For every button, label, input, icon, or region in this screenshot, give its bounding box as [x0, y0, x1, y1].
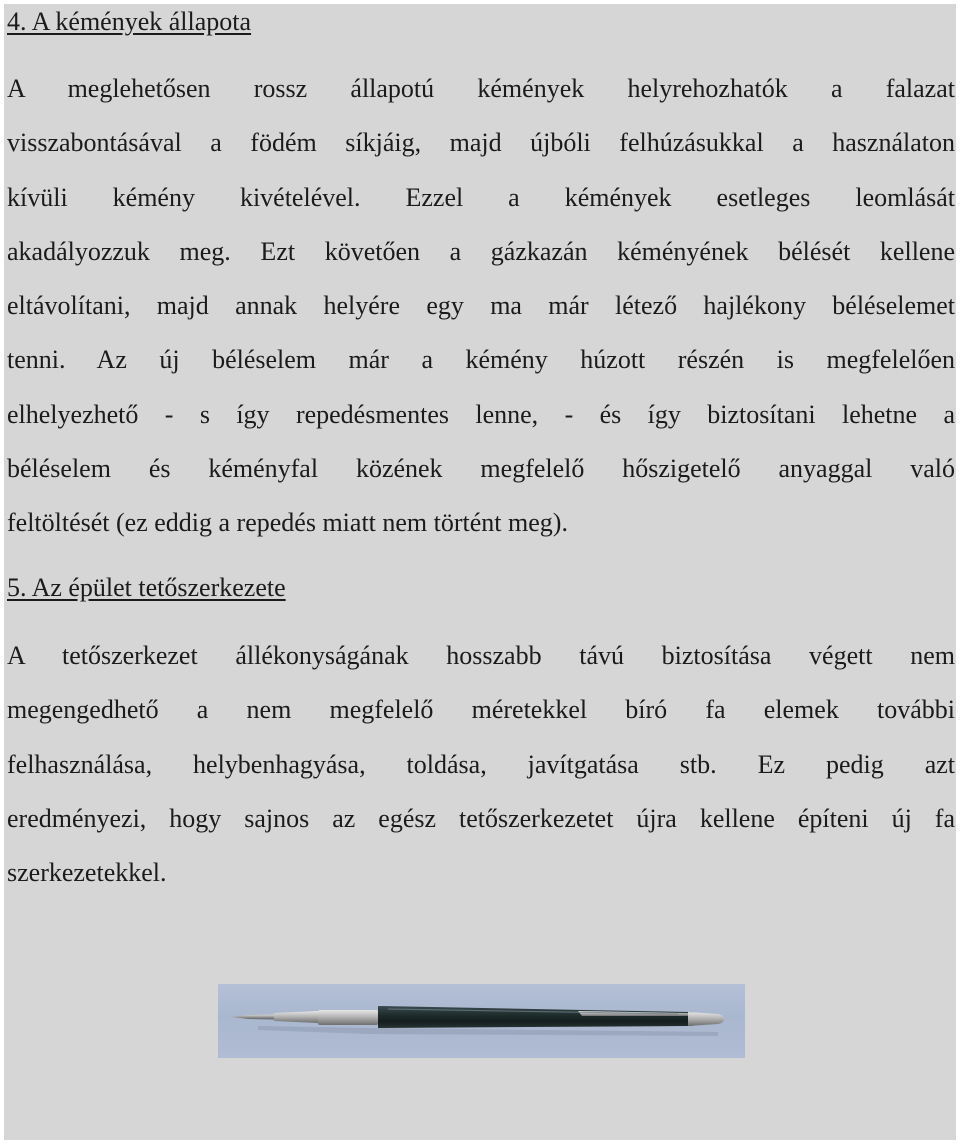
paragraph-line: A meglehetősen rossz állapotú kémények helyrehozhatók a falazat	[7, 74, 955, 103]
paragraph-line: béléselem és kéményfal közének megfelelő hőszigetelő anyaggal való	[7, 454, 955, 484]
document-page	[4, 4, 956, 1140]
paragraph-line: A tetőszerkezet állékonyságának hosszabb távú biztosítása végett nem	[7, 641, 955, 670]
section-5-paragraph	[7, 629, 955, 900]
paragraph-line: tenni. Az új béléselem már a kémény húzott részén is megfelelően	[7, 345, 955, 375]
paragraph-line: visszabontásával a födém síkjáig, majd újbóli felhúzásukkal a használaton	[7, 128, 955, 158]
paragraph-line: szerkezetekkel.	[7, 858, 167, 888]
paragraph-line: felhasználása, helybenhagyása, toldása, javítgatása stb. Ez pedig azt	[7, 749, 955, 779]
section-4-heading: 4. A kémények állapota	[7, 7, 252, 36]
paragraph-line: eltávolítani, majd annak helyére egy ma már létező hajlékony béléselemet	[7, 291, 955, 321]
section-5-heading: 5. Az épület tetőszerkezete	[7, 573, 286, 602]
paragraph-line: akadályozzuk meg. Ezt követően a gázkazán kéményének bélését kellene	[7, 236, 955, 266]
paragraph-line: elhelyezhető - s így repedésmentes lenne, - és így biztosítani lehetne a	[7, 399, 955, 429]
pen-illustration-icon	[218, 984, 745, 1058]
paragraph-line: megengedhető a nem megfelelő méretekkel bíró fa elemek további	[7, 695, 955, 725]
section-4-paragraph	[7, 62, 955, 551]
paragraph-line: feltöltését (ez eddig a repedés miatt nem történt meg).	[7, 508, 568, 538]
paragraph-line: kívüli kémény kivételével. Ezzel a kémények esetleges leomlását	[7, 182, 955, 212]
paragraph-line: eredményezi, hogy sajnos az egész tetőszerkezetet újra kellene építeni új fa	[7, 803, 955, 833]
pen-photo	[218, 984, 745, 1058]
